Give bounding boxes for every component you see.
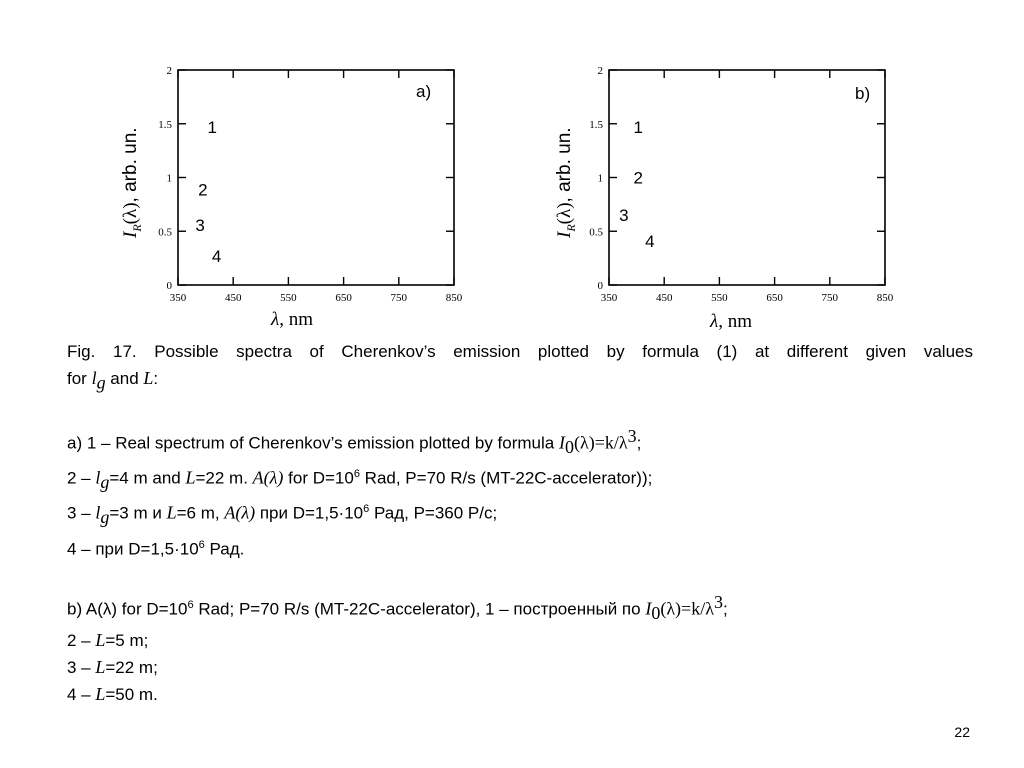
y-tick-label: 1 <box>166 172 172 185</box>
chart-a-svg <box>108 60 528 335</box>
x-tick-label: 750 <box>390 292 408 304</box>
x-tick-label: 550 <box>280 292 297 304</box>
y-tick-label: 0.5 <box>158 226 172 239</box>
y-tick-label: 1.5 <box>589 118 603 131</box>
series-label-1: 1 <box>207 117 217 137</box>
series-label-4: 4 <box>211 246 222 266</box>
y-tick-label: 2 <box>597 65 603 77</box>
chart-b <box>540 60 960 335</box>
x-tick-label: 850 <box>445 292 463 304</box>
x-tick-label: 350 <box>169 292 187 304</box>
chart-b-svg <box>540 60 960 335</box>
x-tick-label: 450 <box>655 292 673 304</box>
caption-item-a3: $3 - l_g=3$ m и L=6 m, A(λ) при $D=1,5\cdot 10^6$ Рад, P=360 Р/с; <box>67 503 498 528</box>
x-tick-label: 450 <box>224 292 242 304</box>
y-tick-label: 0 <box>166 280 172 292</box>
caption-item-b4: 4 – L=50 m. <box>67 684 158 705</box>
chart-a <box>108 60 528 335</box>
x-tick-label: 750 <box>821 292 839 304</box>
y-axis-title: $I_R(\lambda)$, arb. un. <box>120 127 144 238</box>
series-label-2: 2 <box>633 168 643 188</box>
x-tick-label: 550 <box>711 292 728 304</box>
y-axis-title: $I_R(\lambda)$, arb. un. <box>554 127 578 238</box>
caption-item-a2: $2 - l_g=4$ m and L=22 m. A(λ) for $D=10^6$ Rad, P=70 R/s (MT-22C-accelerator)); <box>67 468 653 493</box>
caption-line-2: for $l_g$ and L: <box>67 368 159 393</box>
figure-caption <box>67 338 973 708</box>
panel-label: a) <box>416 82 432 101</box>
x-tick-label: 350 <box>600 292 618 304</box>
plot-frame <box>609 70 885 285</box>
x-tick-label: 650 <box>335 292 352 304</box>
y-tick-label: 0.5 <box>589 226 603 239</box>
x-axis-title: λ, nm <box>271 309 314 330</box>
page-number: 22 <box>954 724 970 740</box>
y-tick-label: 2 <box>166 65 172 77</box>
series-label-1: 1 <box>633 117 643 137</box>
series-label-2: 2 <box>198 180 208 200</box>
y-tick-label: 0 <box>597 280 603 292</box>
caption-item-a4: 4 – при $D=1,5\cdot 10^6$ Рад. <box>67 538 245 559</box>
series-label-4: 4 <box>645 231 655 251</box>
caption-item-b1: b) A(λ) for $D=10^6$ Rad; P=70 R/s (MT-22C-accelerator), 1 – построенный по $I_0(\lambda)=k/\lambda^3$; <box>67 592 728 624</box>
series-label-3: 3 <box>619 206 629 226</box>
caption-item-b3: 3 – L=22 m; <box>67 657 158 678</box>
x-axis-title: λ, nm <box>710 311 753 332</box>
panel-label: b) <box>855 84 871 103</box>
y-tick-label: 1.5 <box>158 118 172 131</box>
caption-item-a1: a) 1 – Real spectrum of Cherenkov’s emission plotted by formula $I_0(\lambda)=k/\lambda^3$; <box>67 426 642 458</box>
caption-item-b2: 2 – L=5 m; <box>67 630 149 651</box>
x-tick-label: 650 <box>766 292 783 304</box>
series-label-3: 3 <box>195 215 205 235</box>
x-tick-label: 850 <box>876 292 894 304</box>
y-tick-label: 1 <box>597 172 603 185</box>
caption-line-1: Fig. 17. Possible spectra of Cherenkov’s emission plotted by formula (1) at different given values <box>67 342 973 361</box>
